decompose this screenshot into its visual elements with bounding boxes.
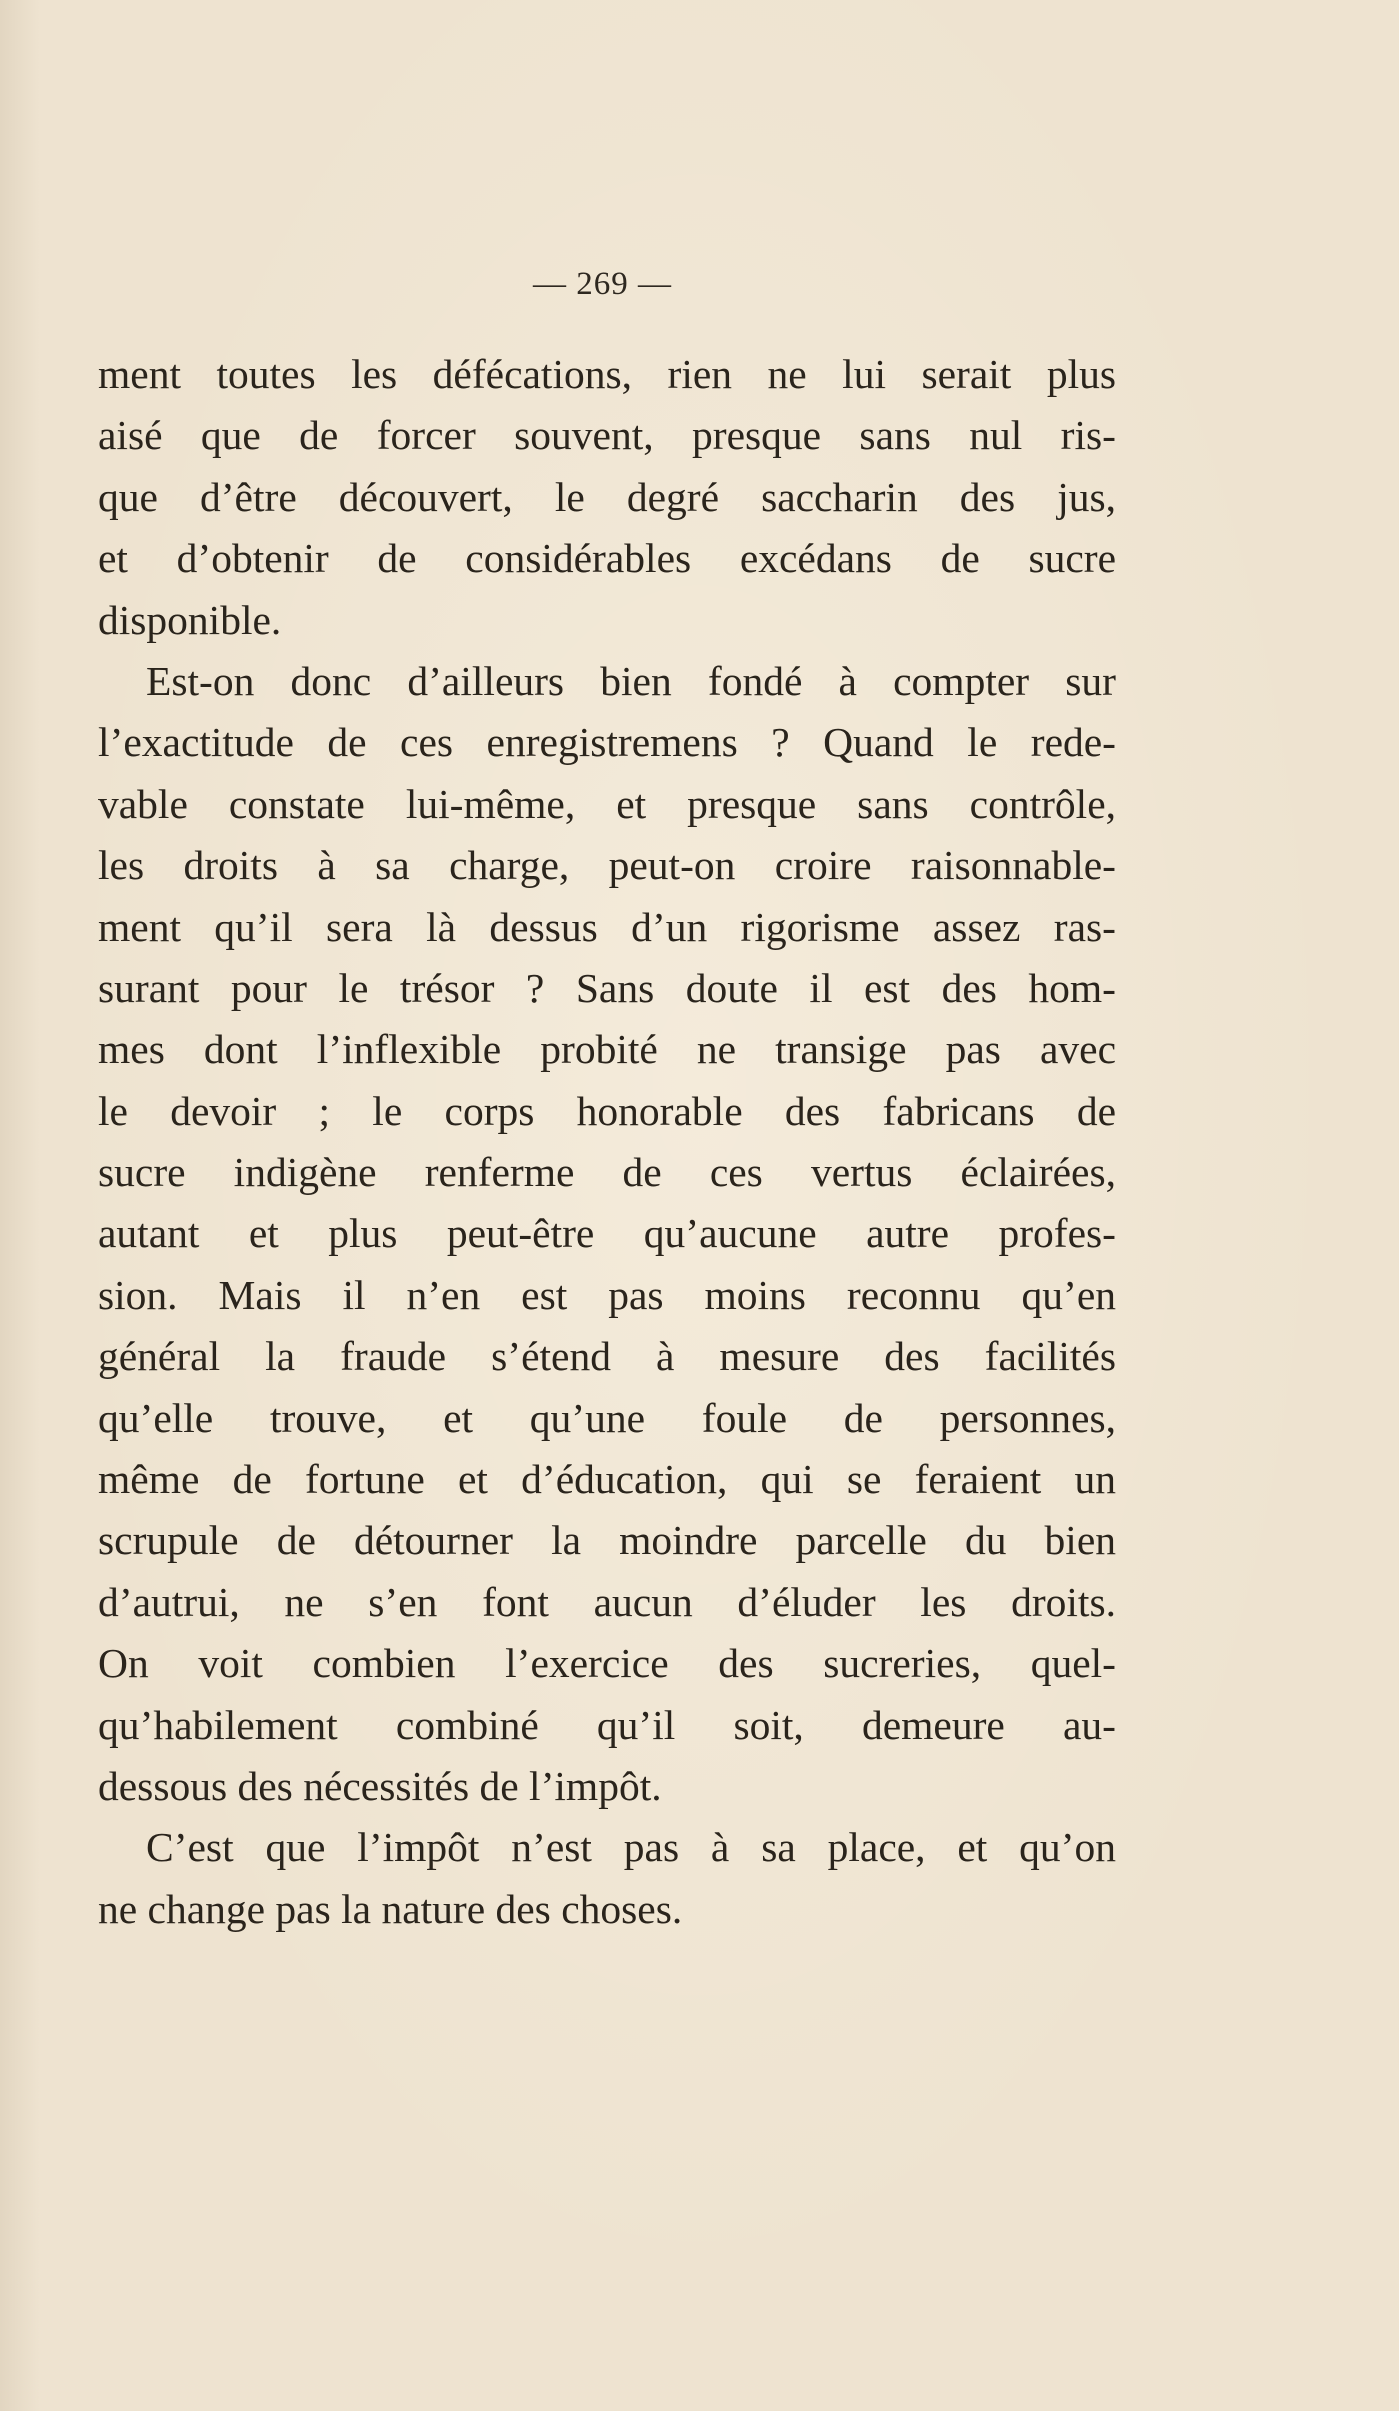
paragraph-first-line: C’est que l’impôt n’est pas à sa place, et qu’on	[146, 1824, 1116, 1871]
text-line: même de fortune et d’éducation, qui se feraient un	[98, 1456, 1116, 1503]
text-line: autant et plus peut-être qu’aucune autre profes-	[98, 1210, 1116, 1257]
paragraph-first-line: Est-on donc d’ailleurs bien fondé à compter sur	[146, 657, 1116, 704]
text-line: vable constate lui-même, et presque sans contrôle,	[98, 780, 1116, 827]
text-line: qu’habilement combiné qu’il soit, demeure au-	[98, 1701, 1116, 1748]
body-text	[98, 344, 1116, 1940]
page-number: — 269 —	[533, 266, 672, 302]
text-line: d’autrui, ne s’en font aucun d’éluder les droits.	[98, 1578, 1116, 1625]
text-line: ne change pas la nature des choses.	[98, 1885, 683, 1932]
text-line: l’exactitude de ces enregistremens ? Quand le rede-	[98, 719, 1116, 766]
text-line: scrupule de détourner la moindre parcelle du bien	[98, 1517, 1116, 1564]
text-line: que d’être découvert, le degré saccharin des jus,	[98, 473, 1116, 520]
text-line: et d’obtenir de considérables excédans de sucre	[98, 535, 1116, 582]
text-line: qu’elle trouve, et qu’une foule de personnes,	[98, 1394, 1116, 1441]
text-line: dessous des nécessités de l’impôt.	[98, 1762, 662, 1809]
text-line: disponible.	[98, 596, 282, 643]
text-line: ment qu’il sera là dessus d’un rigorisme assez ras-	[98, 903, 1116, 950]
text-line: aisé que de forcer souvent, presque sans nul ris-	[98, 412, 1116, 459]
text-line: ment toutes les défécations, rien ne lui serait plus	[98, 351, 1116, 397]
text-line: sucre indigène renferme de ces vertus éclairées,	[98, 1149, 1116, 1196]
text-line: surant pour le trésor ? Sans doute il est des hom-	[98, 964, 1116, 1011]
text-line: les droits à sa charge, peut-on croire raisonnable-	[98, 842, 1116, 889]
text-line: général la fraude s’étend à mesure des facilités	[98, 1333, 1116, 1380]
text-line: le devoir ; le corps honorable des fabricans de	[98, 1087, 1116, 1134]
text-line: On voit combien l’exercice des sucreries, quel-	[98, 1640, 1116, 1687]
text-line: mes dont l’inflexible probité ne transige pas avec	[98, 1026, 1116, 1073]
text-line: sion. Mais il n’en est pas moins reconnu qu’en	[98, 1271, 1116, 1318]
